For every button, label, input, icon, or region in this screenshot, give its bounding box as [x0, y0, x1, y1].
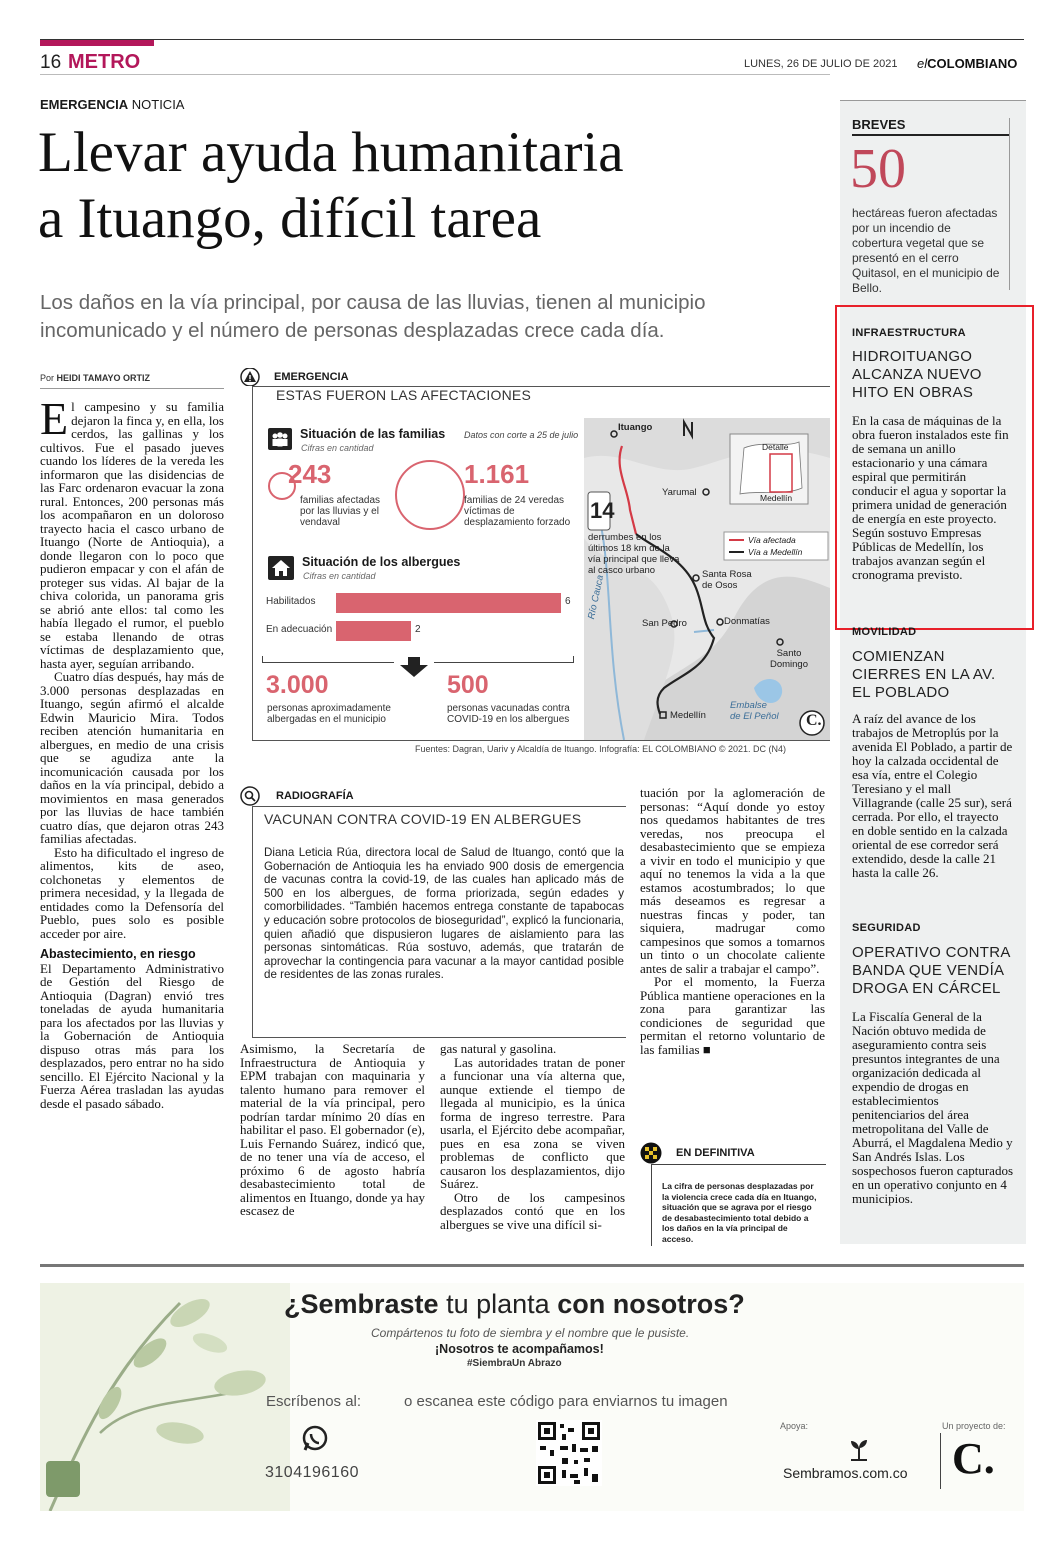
infographic	[240, 366, 830, 756]
brief-kicker: SEGURIDAD	[852, 922, 921, 934]
ad-line-2: ¡Nosotros te acompañamos!	[435, 1342, 604, 1356]
paragraph: Esto ha dificultado el ingreso de alimentos, kits de aseo, colchonetas y elementos de primera necesidad, y la llegada de entidades como la Defensoría del Pueblo, pues solo es posible acceder por aire.	[40, 844, 224, 941]
stat-vaccinated-people-label: personas vacunadas contra COVID-19 en los albergues	[447, 703, 570, 725]
article-column-4	[640, 786, 825, 1056]
families-icon	[268, 428, 292, 450]
ad-headline: ¿Sembraste tu planta con nosotros?	[284, 1289, 745, 1319]
section-name: METRO	[68, 51, 141, 73]
definitive-kicker: EN DEFINITIVA	[676, 1147, 755, 1159]
shelters-title: Situación de los albergues	[302, 555, 461, 569]
families-note: Cifras en cantidad	[301, 443, 374, 453]
map-inset-city: Medellín	[760, 493, 793, 503]
ad-line-1: Compártenos tu foto de siembra y el nombre que le pusiste.	[371, 1326, 690, 1340]
page-number: 16	[40, 52, 62, 73]
briefs-big-number: 50	[850, 138, 906, 200]
map-legend-medellin: Vía a Medellín	[748, 547, 803, 557]
radiography-title: VACUNAN CONTRA COVID-19 EN ALBERGUES	[264, 811, 582, 827]
leaves-illustration	[40, 1283, 290, 1511]
paragraph: gas natural y gasolina.	[440, 1041, 557, 1056]
ad-sponsor: Sembramos.com.co	[783, 1465, 908, 1481]
shelters-bar-chart	[240, 591, 580, 651]
briefs-big-number-text: hectáreas fueron afectadas por un incendio de cobertura vegetal que se presentó en el cerro Quitasol, en el municipio de Bello.	[852, 206, 1000, 295]
bar	[336, 621, 411, 641]
bar-category-label: Habilitados	[266, 596, 316, 607]
section-color-bar	[40, 40, 154, 46]
issue-date: LUNES, 26 DE JULIO DE 2021	[744, 58, 898, 70]
bar	[336, 593, 561, 613]
brief-body: A raíz del avance de los trabajos de Metroplús por la avenida El Poblado, a partir de hoy la calzada occidental de esa vía, entre el Colegio Teresiano y el mall Villagrande (calle 25 sur), será cerrada. Por ello, el trayecto en doble sentido en la calzada oriental de ese corredor será extendido, desde la calle 21 hasta la calle 26.	[852, 711, 1013, 880]
infographic-kicker: EMERGENCIA	[274, 371, 349, 383]
checkered-icon	[640, 1142, 662, 1164]
article-column-2	[240, 1042, 425, 1218]
newspaper-logo-icon: C.	[952, 1434, 995, 1483]
stat-sheltered-people: 3.000	[266, 671, 329, 699]
radiography-text: Diana Leticia Rúa, directora local de Salud de Ituango, contó que la Gobernación de Antioquia les ha enviado 900 dosis de emergencia de vacunas contra la covid-19, de las cuales han aplicado más de 500 en los albergues, de forma priorizada, según edades y comorbilidades. “También hacemos entrega constante de tapabocas y educación sobre protocolos de bioseguridad”, explicó la funcionaria, quien añadió que dispusieron lugares de aislamiento para las personas sintomáticas. Rúa sostuvo, además, que tratarán de aprovechar la contingencia para vacunar a la mayor cantidad posible de residentes de las zonas rurales.	[264, 846, 624, 982]
stat-sheltered-people-label: personas aproximadamente albergadas en el municipio	[267, 703, 391, 725]
ad-scan-label: o escanea este código para enviarnos tu imagen	[404, 1393, 728, 1410]
paragraph: Otro de los campesinos desplazados contó que en los albergues se vive una difícil si-	[440, 1189, 625, 1232]
article-title: Llevar ayuda humanitaria a Ituango, difícil tarea	[38, 121, 624, 250]
map-inset-label: Detalle	[762, 442, 789, 452]
drop-cap: E	[40, 393, 69, 444]
subheading: Abastecimiento, en riesgo	[40, 947, 196, 961]
ad-project-label: Un proyecto de:	[942, 1421, 1006, 1431]
map-label-san-pedro: San Pedro	[642, 618, 687, 629]
briefs-label: BREVES	[852, 117, 906, 132]
map-label-donmatias: Donmatías	[724, 616, 770, 627]
map-label-medellin: Medellín	[670, 710, 706, 721]
brief-headline: HIDROITUANGO ALCANZA NUEVO HITO EN OBRAS	[852, 348, 982, 401]
stat-displaced-families: 1.161	[464, 459, 530, 489]
paragraph: Por el momento, la Fuerza Pública mantiene operaciones en la zona para garantizar las condiciones de seguridad que permitan el retorno voluntario de las familias ■	[640, 974, 825, 1057]
article-column-3	[440, 1042, 625, 1231]
infographic-title: ESTAS FUERON LAS AFECTACIONES	[276, 387, 531, 403]
newspaper-brand: elCOLOMBIANO	[917, 56, 1018, 71]
search-icon	[240, 786, 260, 806]
definitive-text: La cifra de personas desplazadas por la violencia crece cada día en Ituango, situación que se agrava por el riesgo de desabastecimiento total debido a los daños en la vía principal de acceso.	[662, 1181, 817, 1244]
map-label-santo-domingo: Santo Domingo	[769, 648, 809, 670]
brief-kicker: MOVILIDAD	[852, 626, 917, 638]
byline: Por HEIDI TAMAYO ORTIZ	[40, 373, 151, 383]
paragraph: Las autoridades tratan de poner a funcionar una vía alterna que, aunque extiende el tiempo de llegada al municipio, es la única forma de ingreso terrestre. Para usarla, el Ejército debe acompañar, pues en esa zona se viven problemas de conflicto que causaron los desplazamientos, dijo Suárez.	[440, 1054, 625, 1191]
map-legend-affected: Vía afectada	[748, 535, 796, 545]
ad-support-label: Apoya:	[780, 1421, 809, 1431]
shelters-note: Cifras en cantidad	[303, 571, 376, 581]
paragraph: Asimismo, la Secretaría de Infraestructura de Antioquia y EPM trabajan con maquinaria y talento humano para remover el material de la vía principal, pero podrían tardar mínimo 20 días en habilitar el paso. El gobernador (e), Luis Fernando Suárez, indicó que, de no tener una vía de acceso, el próximo 6 de agosto habría desabastecimiento total de alimentos en Ituango, donde ya hay escasez de	[240, 1041, 425, 1218]
bar-value-label: 2	[415, 624, 421, 635]
sprout-icon	[846, 1436, 872, 1462]
brief-kicker: INFRAESTRUCTURA	[852, 327, 966, 339]
map-km-value: 14	[590, 498, 615, 523]
map-label-yarumal: Yarumal	[662, 487, 697, 498]
newspaper-logo-icon: C.	[806, 712, 822, 729]
article-subtitle: Los daños en la vía principal, por causa de las lluvias, tienen al municipio incomunicado y el número de personas desplazadas crece cada día.	[40, 291, 706, 342]
stat-displaced-families-label: familias de 24 veredas víctimas de desplazamiento forzado	[464, 495, 571, 528]
down-arrow-icon	[400, 657, 428, 677]
advertisement	[40, 1283, 1024, 1511]
qr-code-icon	[536, 1420, 602, 1486]
bar-category-label: En adecuación	[266, 624, 333, 635]
whatsapp-icon	[301, 1424, 329, 1452]
stat-affected-families: 243	[288, 459, 332, 489]
article-kicker: EMERGENCIA NOTICIA	[40, 97, 185, 112]
stat-vaccinated-people: 500	[447, 671, 489, 699]
shelter-icon	[268, 556, 294, 580]
brief-body: En la casa de máquinas de la obra fueron instalados este fin de semana un anillo estacionario y una cámara espiral que permitirán conducir el agua y soportar la primera unidad de generación de energía en este proyecto. Según sostuvo Empresas Públicas de Medellín, los trabajos avanzan según el cronograma previsto.	[852, 413, 1009, 582]
paragraph: l campesino y su familia dejaron la finca y, en ella, los cerdos, las gallinas y los cultivos. Fue el pasado jueves cuando los líderes de la vereda les informaron que las disidencias de las Farc ordenaron evacuar la zona rural. Entonces, 200 personas más los acompañaron en un doloroso trayecto hacia el casco urbano de Ituango (Norte de Antioquia), a donde llegaron con lo poco que pudieron empacar y con el afán de proteger sus vidas. Al bajar de la chiva colorida, un panorama gris se abrió ante ellos: tal como les había llegado el rumor, el pueblo se estaba llenando de otras víctimas de desplazamiento que, hasta ayer, seguían arribando.	[40, 399, 224, 671]
radiography-kicker: RADIOGRAFÍA	[276, 790, 354, 802]
date-note: Datos con corte a 25 de julio	[464, 430, 579, 440]
map-label-rio-cauca: Río Cauca	[586, 574, 607, 621]
paragraph: Cuatro días después, hay más de 3.000 personas desplazadas en Ituango, según afirmó el alcalde Edwin Mauricio Mira. Todos reciben atención humanitaria en albergues, en medio de una crisis que se agudiza ante la incomunicación causada por los daños en la vía principal, debido a movimientos en masa generados por las lluvias de hace también cuatro días, que dejaron otras 243 familias afectadas.	[40, 669, 224, 846]
map-km-label: derrumbes en los últimos 18 km de la vía principal que lleva al casco urbano	[588, 532, 680, 576]
infographic-sources: Fuentes: Dagran, Uariv y Alcaldía de Ituango. Infografía: EL COLOMBIANO © 2021. DC (N4)	[415, 744, 786, 754]
map-label-santa-rosa: Santa Rosa de Osos	[702, 569, 752, 591]
article-column-1	[40, 393, 224, 1111]
ad-phone: 3104196160	[265, 1464, 359, 1481]
brief-body: La Fiscalía General de la Nación obtuvo medida de aseguramiento contra seis presuntos integrantes de una organización dedicada al expendio de drogas en establecimientos penitenciarios del área metropolitana del Valle de Aburrá, el Magdalena Medio y San Andrés Islas. Los sospechosos fueron capturados en un operativo conjunto en 4 municipios.	[852, 1009, 1014, 1206]
displaced-families-ring	[395, 460, 465, 530]
warning-icon	[240, 368, 260, 386]
brief-headline: COMIENZAN CIERRES EN LA AV. EL POBLADO	[852, 648, 996, 701]
bar-value-label: 6	[565, 596, 571, 607]
ad-write-label: Escríbenos al:	[266, 1393, 362, 1410]
stat-affected-families-label: familias afectadas por las lluvias y el vendaval	[300, 495, 381, 528]
map-label-embalse: Embalse de El Peñol	[730, 700, 779, 722]
ad-hashtag: #SiembraUn Abrazo	[467, 1358, 562, 1369]
map-label-ituango: Ituango	[618, 422, 653, 433]
brief-headline: OPERATIVO CONTRA BANDA QUE VENDÍA DROGA EN CÁRCEL	[852, 944, 1010, 997]
families-title: Situación de las familias	[300, 427, 446, 441]
paragraph: tuación por la aglomeración de personas: “Aquí donde yo estoy nos quedamos habitantes de tres veredas, nos preocupa el desabastecimiento que se empieza a vivir en todo el municipio y que aquí no tenemos la vida a la que estamos acostumbrados; lo que más deseamos es regresar a nuestras fincas y poder, tan siquiera, madrugar como campesinos que somos a tomarnos un tinto o un chocolate caliente antes de salir a trabajar el campo”.	[640, 785, 825, 976]
paragraph: El Departamento Administrativo de Gestión del Riesgo de Antioquia (Dagran) envió tres toneladas de ayuda humanitaria para los afectados por las lluvias y la Gobernación de Antioquia dispuso otras más para los desplazados, pero entrar no ha sido sencillo. El Ejército Nacional y la Fuerza Aérea trasladan las ayudas desde el pasado sábado.	[40, 960, 224, 1111]
